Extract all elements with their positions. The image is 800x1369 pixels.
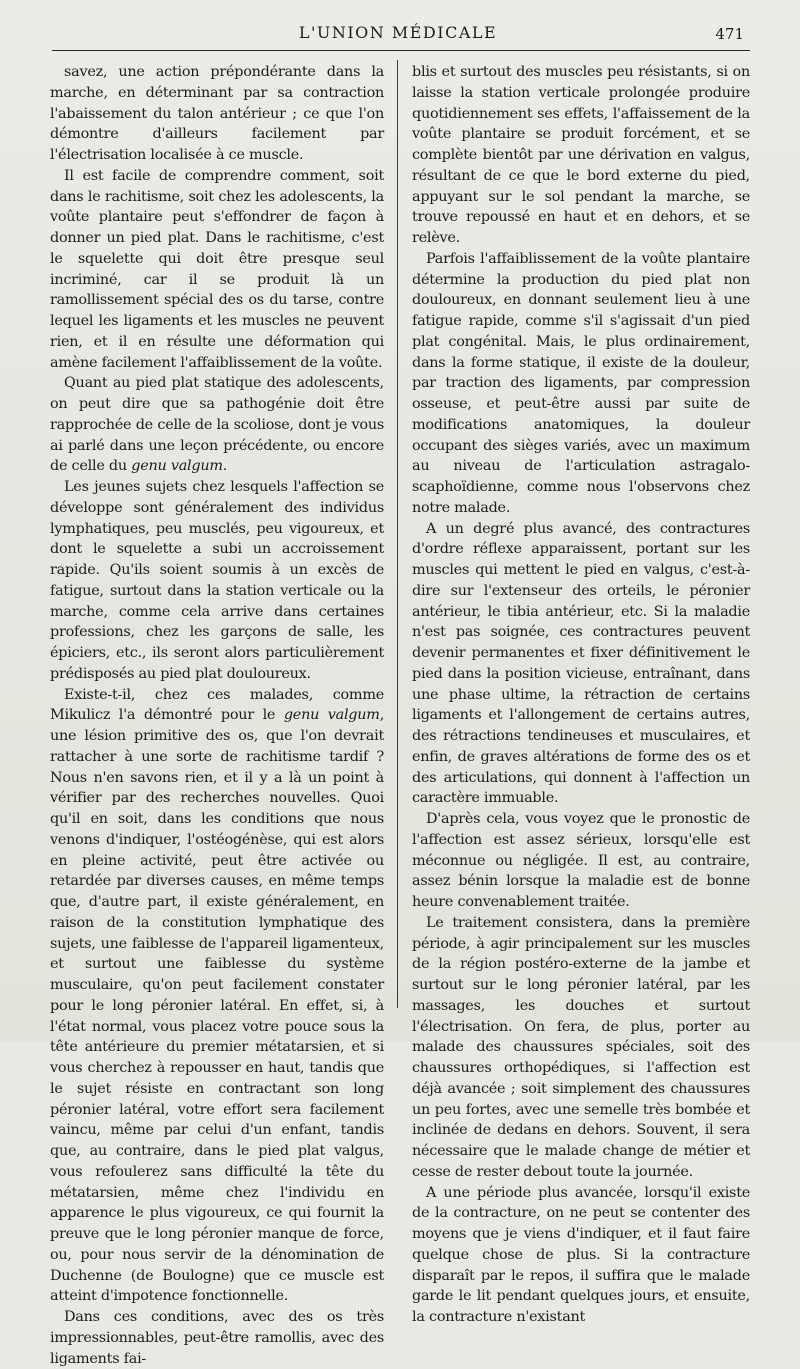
left-column <box>50 62 384 1369</box>
page-number: 471 <box>715 25 744 43</box>
text-run: Les jeunes sujets chez lesquels l'affection se développe sont généralement des individus lymphatiques, peu musclés, peu vigoureux, et dont le squelette a subi un accroissement rapide. Qu'ils soient soumis à un excès de fatigue, surtout dans la station verticale ou la marche, comme cela arrive dans certaines professions, chez les garçons de salle, les épiciers, etc., ils seront alors particulièrement prédisposés au pied plat douloureux. <box>50 479 384 682</box>
paragraph <box>50 685 384 1308</box>
text-run: Il est facile de comprendre comment, soit dans le rachitisme, soit chez les adolescents, la voûte plantaire peut s'effondrer de façon à donner un pied plat. Dans le rachitisme, c'est le squelette qui doit être presque seul incriminé, car il se produit là un ramollissement spécial des os du tarse, contre lequel les ligaments et les muscles ne peuvent rien, et il en résulte une déformation qui amène facilement l'affaiblissement de la voûte. <box>50 167 384 371</box>
italic-text: genu valgum <box>283 707 380 724</box>
text-run: Quant au pied plat statique des adolescents, on peut dire que sa pathogénie doit être rapprochée de celle de la scoliose, dont je vous ai parlé dans une leçon précédente, ou encore de celle du <box>50 375 384 475</box>
italic-text: genu valgum <box>131 458 223 475</box>
text-run: , une lésion primitive des os, que l'on devrait rattacher à une sorte de rachitisme tardif ? Nous n'en savons rien, et il y a là un point à vérifier par des recherches nouvelles. Quoi qu'il en soit, dans les conditions que nous venons d'indiquer, l'ostéogénèse, qui est alors en pleine activité, peut être activée ou retardée par diverses causes, en même temps que, d'autre part, il existe généralement, en raison de la constitution lymphatique des sujets, une faiblesse de l'appareil ligamenteux, et surtout une faiblesse du système musculaire, qu'on peut facilement constater pour le long péronier latéral. En effet, si, à l'état normal, vous placez votre pouce sous la tête antérieure du premier métatarsien, et si vous cherchez à repousser en haut, tandis que le sujet résiste en contractant son long péronier latéral, votre effort sera facilement vaincu, même par celui d'un enfant, tandis que, au contraire, dans le pied plat valgus, vous refoulerez sans difficulté la tête du métatarsien, même chez l'individu en apparence le plus vigoureux, ce qui fournit la preuve que le long péronier manque de force, ou, pour nous servir de la dénomination de Duchenne (de Boulogne) que ce muscle est atteint d'impotence fonctionnelle. <box>50 707 385 1305</box>
paragraph <box>50 373 384 477</box>
text-run: . <box>222 458 228 475</box>
text-run: Le traitement consistera, dans la première période, à agir principalement sur les muscles de la région postéro-externe de la jambe et surtout sur le long péronier latéral, par les massages, les douches et surtout l'électrisation. On fera, de plus, porter au malade des chaussures spéciales, soit des chaussures orthopédiques, si l'affection est déjà avancée ; soit simplement des chaussures un peu fortes, avec une semelle très bombée et inclinée de dedans en dehors. Souvent, il sera nécessaire que le malade change de métier et cesse de rester debout toute la journée. <box>412 914 750 1180</box>
paragraph <box>412 519 750 810</box>
paragraph <box>412 1183 750 1328</box>
column-divider <box>397 60 398 1008</box>
text-run: D'après cela, vous voyez que le pronostic de l'affection est assez sérieux, lorsqu'elle est méconnue ou négligée. Il est, au contraire, assez bénin lorsque la maladie est de bonne heure convenablement traitée. <box>412 811 750 910</box>
text-run: Existe-t-il, chez ces malades, comme Mikulicz l'a démontré pour le <box>50 686 384 724</box>
journal-title: L'UNION MÉDICALE <box>298 23 498 42</box>
paragraph <box>50 1307 384 1369</box>
text-run: A un degré plus avancé, des contractures d'ordre réflexe apparaissent, portant sur les muscles qui mettent le pied en valgus, c'est-à-dire sur l'extenseur des orteils, le péronier antérieur, le tibia antérieur, etc. Si la maladie n'est pas soignée, ces contractures peuvent devenir permanentes et fixer définitivement le pied dans la position vicieuse, entraînant, dans une phase ultime, la rétraction de certains ligaments et l'allongement de certains autres, des rétractions tendineuses et musculaires, et enfin, de graves altérations de forme des os et des articulations, qui donnent à l'affection un caractère immuable. <box>412 520 750 807</box>
text-run: Parfois l'affaiblissement de la voûte plantaire détermine la production du pied plat non douloureux, en donnant seulement lieu à une fatigue rapide, comme s'il s'agissait d'un pied plat congénital. Mais, le plus ordinairement, dans la forme statique, il existe de la douleur, par traction des ligaments, par compression osseuse, et peut-être aussi par suite de modifications anatomiques, la douleur occupant des sièges variés, avec un maximum au niveau de l'articulation astragalo-scaphoïdienne, comme nous l'observons chez notre malade. <box>412 250 750 516</box>
header-rule <box>52 50 750 51</box>
paragraph <box>50 166 384 374</box>
paragraph <box>412 809 750 913</box>
paragraph <box>412 62 750 249</box>
paragraph <box>412 913 750 1183</box>
paragraph <box>412 249 750 519</box>
text-run: A une période plus avancée, lorsqu'il existe de la contracture, on ne peut se contenter des moyens que je viens d'indiquer, et il faut faire quelque chose de plus. Si la contracture disparaît par le repos, il suffira que le malade garde le lit pendant quelques jours, et ensuite, la contracture n'existant <box>412 1184 750 1325</box>
text-run: savez, une action prépondérante dans la marche, en déterminant par sa contraction l'abaissement du talon antérieur ; ce que l'on démontre d'ailleurs facilement par l'électrisation localisée à ce muscle. <box>50 64 384 163</box>
text-run: blis et surtout des muscles peu résistants, si on laisse la station verticale prolongée produire quotidiennement ses effets, l'affaissement de la voûte plantaire se produit forcément, et se complète bientôt par une dérivation en valgus, résultant de ce que le bord externe du pied, appuyant sur le sol pendant la marche, se trouve repoussé en haut et en dehors, et se relève. <box>412 64 750 246</box>
paragraph <box>50 477 384 685</box>
paragraph <box>50 62 384 166</box>
text-run: Dans ces conditions, avec des os très impressionnables, peut-être ramollis, avec des ligaments fai- <box>50 1309 384 1367</box>
right-column <box>412 62 750 1328</box>
running-header <box>52 20 744 46</box>
